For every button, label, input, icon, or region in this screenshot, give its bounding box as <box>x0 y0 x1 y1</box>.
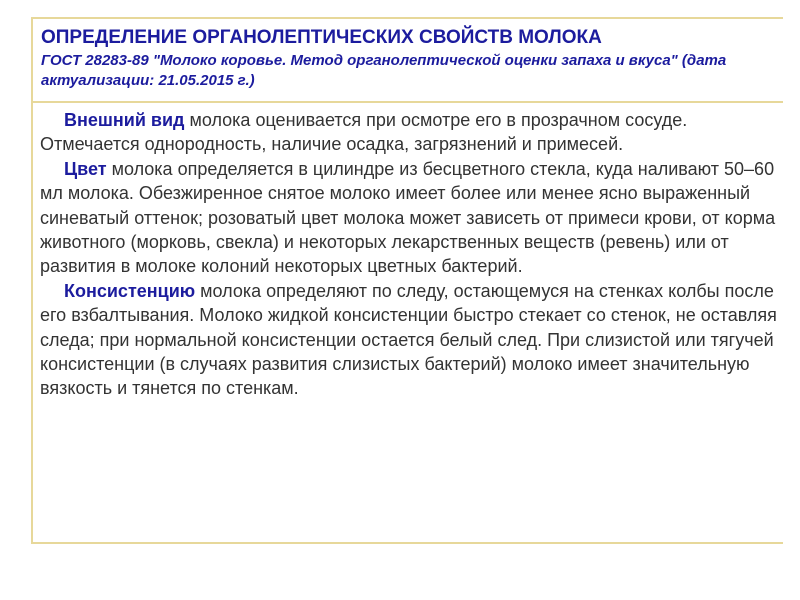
paragraph-consistency-text: молока определяют по следу, остающемуся на стенках колбы после его взбалтывания. Молоко жидкой консистенции быстро стекает со стенок, не оставляя следа; при нормальной консистенции остается белый след. При слизистой или тягучей консистенции (в случаях развития слизистых бактерий) молоко имеет значительную вязкость и тянется по стенкам. <box>40 280 777 399</box>
keyword-color: Цвет <box>64 158 107 179</box>
slide-subtitle: ГОСТ 28283-89 "Молоко коровье. Метод органолептической оценки запаха и вкуса" (дата актуализации: 21.05.2015 г.) <box>41 52 727 89</box>
paragraph-appearance-text: молока оценивается при осмотре его в прозрачном сосуде. Отмечается однородность, наличие осадка, загрязнений и примесей. <box>40 110 688 155</box>
paragraph-consistency <box>40 279 780 401</box>
left-rule <box>31 18 33 544</box>
bottom-rule <box>31 542 783 544</box>
paragraph-appearance <box>40 108 780 157</box>
top-rule <box>31 17 783 19</box>
slide-title: ОПРЕДЕЛЕНИЕ ОРГАНОЛЕПТИЧЕСКИХ СВОЙСТВ МОЛОКА <box>41 27 602 48</box>
keyword-appearance: Внешний вид <box>64 110 185 130</box>
header-divider <box>31 101 783 103</box>
paragraph-color <box>40 157 780 279</box>
paragraph-color-text: молока определяется в цилиндре из бесцветного стекла, куда наливают 50–60 мл молока. Обезжиренное снятое молоко имеет более или менее ясно выраженный синеватый оттенок; розоватый цвет молока может зависеть от примеси крови, от корма животного (морковь, свекла) и некоторых лекарственных веществ (ревень) или от развития в молоке колоний некоторых цветных бактерий. <box>40 158 776 277</box>
keyword-consistency: Консистенцию <box>64 280 196 301</box>
body-text <box>40 108 780 401</box>
